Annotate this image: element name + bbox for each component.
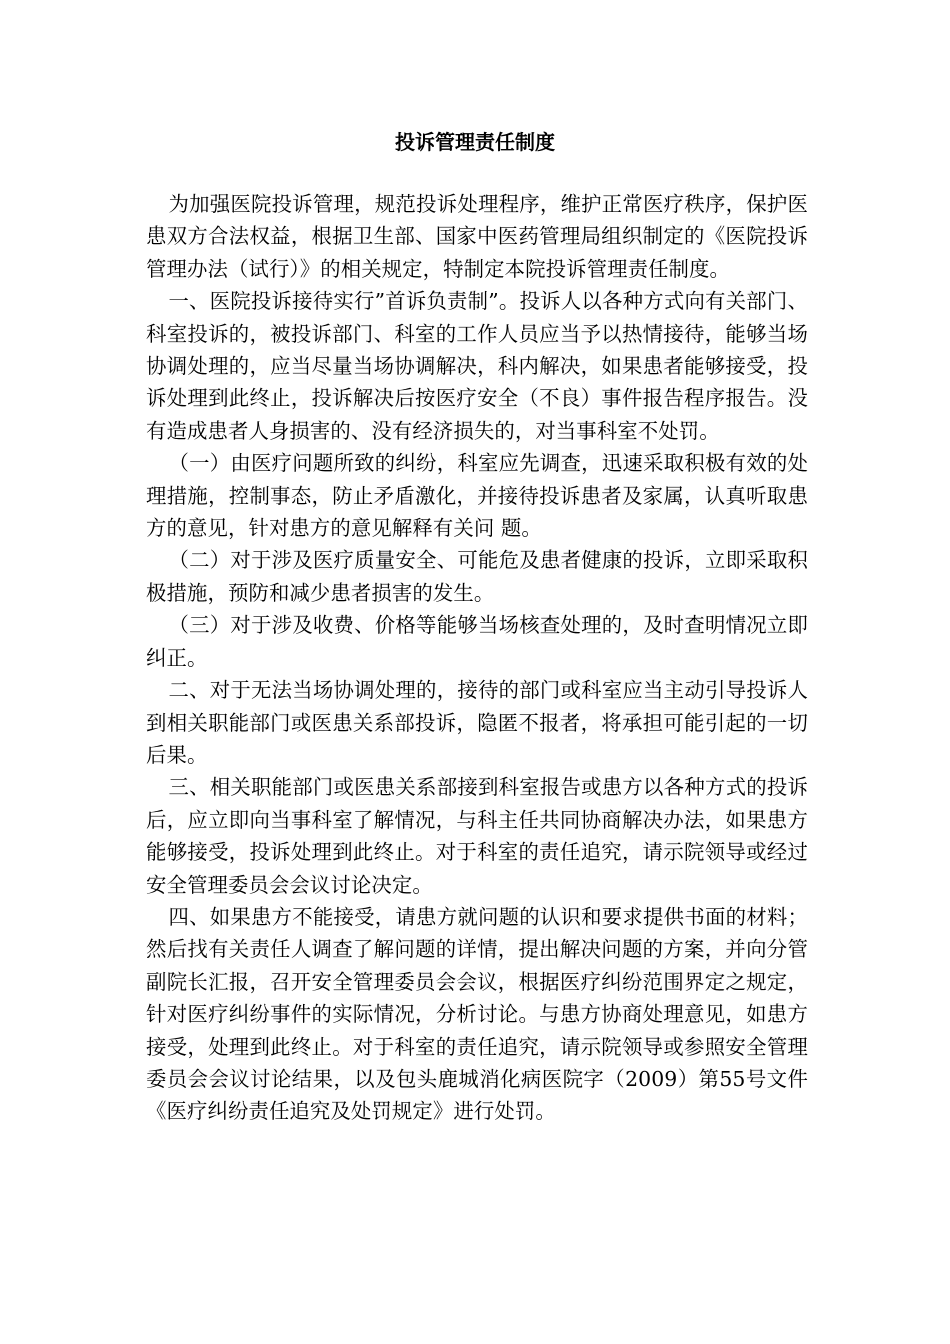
section-one-paragraph: 一、医院投诉接待实行”首诉负责制”。投诉人以各种方式向有关部门、科室投诉的，被投诉部门、科室的工作人员应当予以热情接待，能够当场协调处理的，应当尽量当场协调解决，科内解决，如果患者能够接受，投诉处理到此终止，投诉解决后按医疗安全（不良）事件报告程序报告。没有造成患者人身损害的、没有经济损失的，对当事科室不处罚。	[146, 289, 808, 443]
intro-paragraph: 为加强医院投诉管理，规范投诉处理程序，维护正常医疗秩序，保护医患双方合法权益，根据卫生部、国家中医药管理局组织制定的《医院投诉管理办法（试行）》的相关规定，特制定本院投诉管理责任制度。	[146, 192, 808, 281]
document-body	[146, 188, 808, 1128]
document-title: 投诉管理责任制度	[395, 130, 555, 154]
section-two-paragraph: 二、对于无法当场协调处理的，接待的部门或科室应当主动引导投诉人到相关职能部门或医患关系部投诉，隐匿不报者，将承担可能引起的一切后果。	[146, 678, 808, 767]
subsection-one-paragraph: （一）由医疗问题所致的纠纷，科室应先调查，迅速采取积极有效的处理措施，控制事态，防止矛盾激化，并接待投诉患者及家属，认真听取患方的意见，针对患方的意见解释有关问 题。	[146, 451, 808, 541]
section-four-paragraph: 四、如果患方不能接受，请患方就问题的认识和要求提供书面的材料；然后找有关责任人调查了解问题的详情，提出解决问题的方案，并向分管副院长汇报，召开安全管理委员会会议，根据医疗纠纷范围界定之规定，针对医疗纠纷事件的实际情况，分析讨论。与患方协商处理意见，如患方接受，处理到此终止。对于科室的责任追究，请示院领导或参照安全管理委员会会议讨论结果，以及包头鹿城消化病医院字（2009）第55号文件《医疗纠纷责任追究及处罚规定》进行处罚。	[146, 904, 808, 1124]
section-three-paragraph: 三、相关职能部门或医患关系部接到科室报告或患方以各种方式的投诉后，应立即向当事科室了解情况，与科主任共同协商解决办法，如果患方能够接受，投诉处理到此终止。对于科室的责任追究，请示院领导或经过安全管理委员会会议讨论决定。	[146, 775, 808, 897]
subsection-two-paragraph: （二）对于涉及医疗质量安全、可能危及患者健康的投诉，立即采取积极措施，预防和减少患者损害的发生。	[146, 548, 808, 605]
subsection-three-paragraph: （三）对于涉及收费、价格等能够当场核查处理的，及时查明情况立即纠正。	[146, 613, 808, 670]
